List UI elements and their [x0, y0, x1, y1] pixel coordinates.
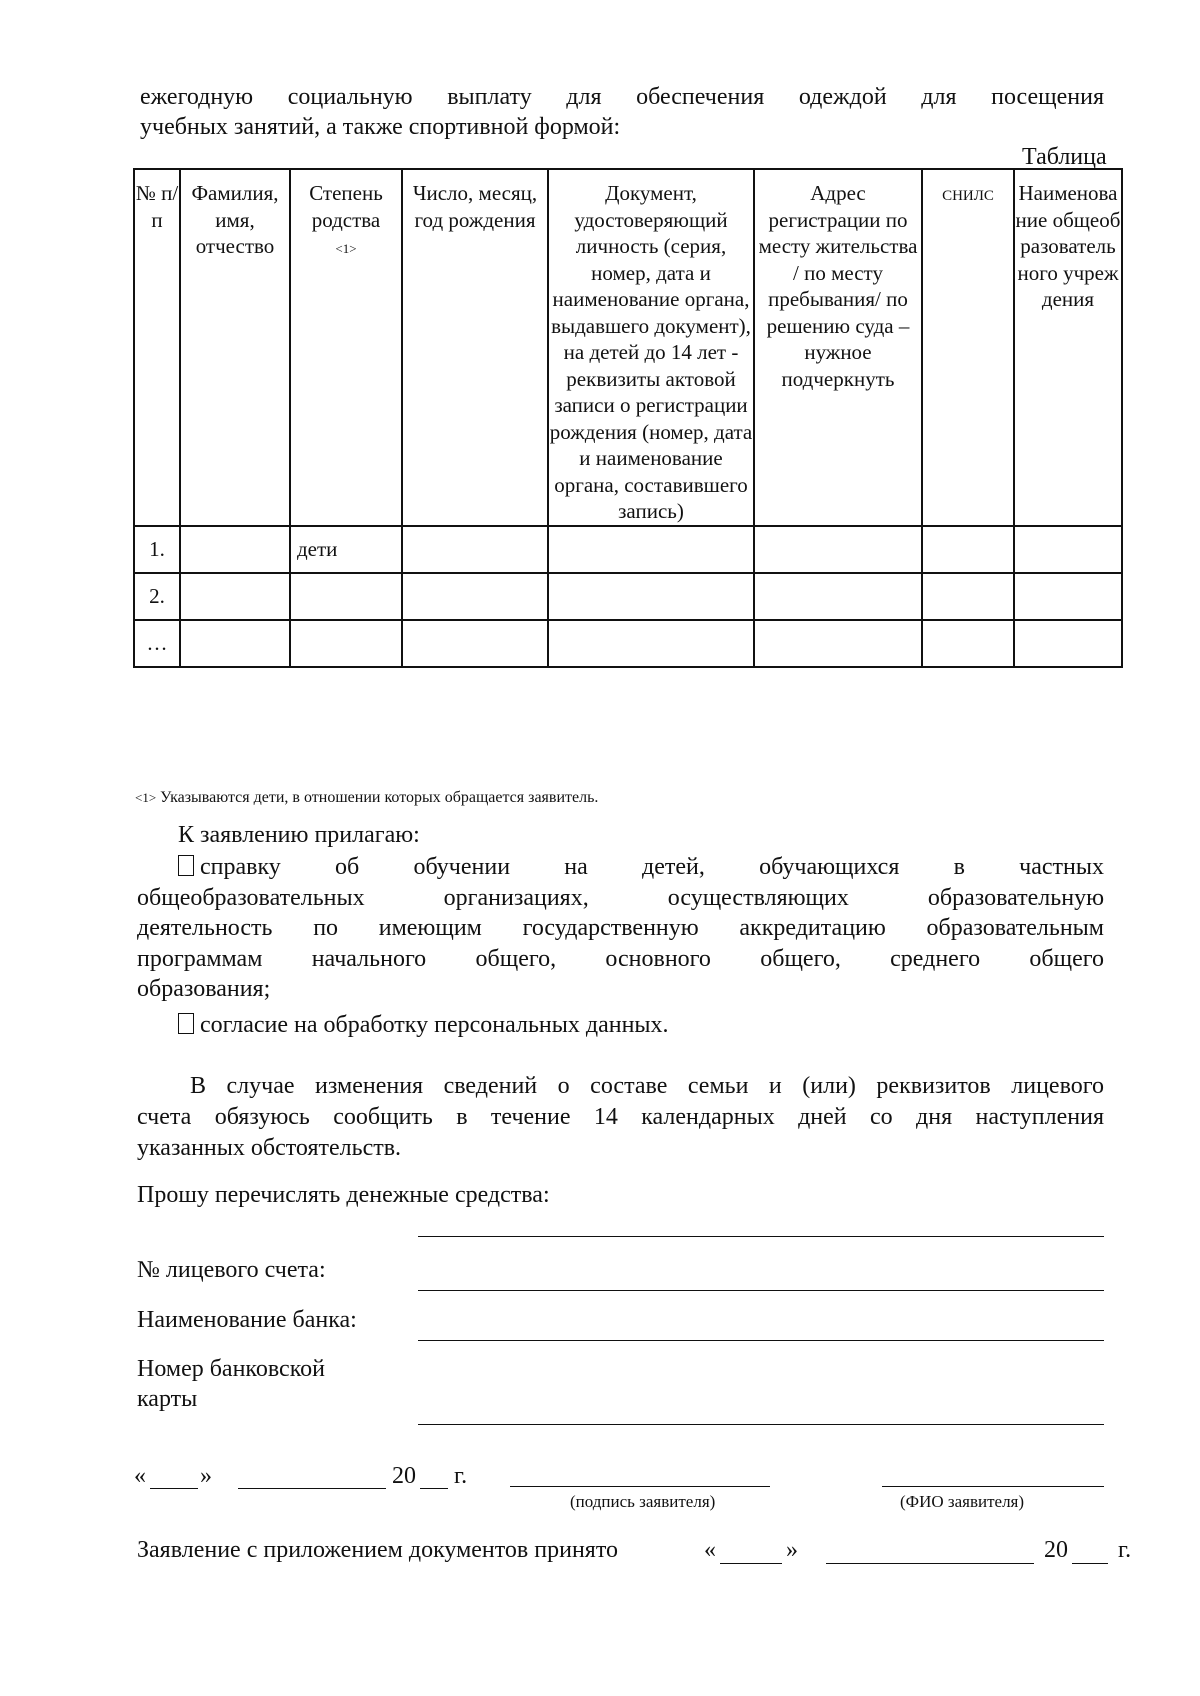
row-num: …	[134, 620, 180, 667]
footnote-ref: <1>	[335, 241, 357, 256]
intro-line-1: ежегодную социальную выплату для обеспечения одеждой для посещения	[140, 84, 1104, 110]
date-year-suffix: г.	[454, 1463, 468, 1489]
checkbox[interactable]	[178, 1013, 194, 1034]
header-id-document-text: Документ, удостоверяющий личность (серия, номер, дата и наименование органа, выдавшего документ), на детей до 14 лет - реквизиты актовой записи о регистрации рождения (номер, дата и наименование органа, составившего запись)	[549, 181, 753, 523]
table-header-row	[134, 169, 1122, 526]
header-school-text: Наименование общеобразовательного учреждения	[1015, 181, 1121, 311]
bank-input-line[interactable]	[418, 1340, 1104, 1341]
header-birthdate	[402, 169, 548, 526]
fio-cell[interactable]	[180, 526, 290, 573]
accepted-quote-close: »	[786, 1537, 798, 1563]
table-caption: Таблица	[1022, 144, 1107, 170]
header-kinship	[290, 169, 402, 526]
address-cell[interactable]	[754, 526, 922, 573]
header-id-document	[548, 169, 754, 526]
table-row	[134, 620, 1122, 667]
attach-item-2	[178, 1010, 669, 1040]
card-label-line-2: карты	[137, 1386, 198, 1412]
snils-cell[interactable]	[922, 620, 1014, 667]
date-quote-open: «	[134, 1463, 146, 1489]
snils-cell[interactable]	[922, 573, 1014, 620]
header-address-text: Адрес регистрации по месту жительства / по месту пребывания/ по решению суда – нужное подчеркнуть	[758, 181, 918, 391]
date-day-line[interactable]	[150, 1488, 198, 1489]
header-birthdate-text: Число, месяц, год рождения	[412, 181, 538, 232]
header-address	[754, 169, 922, 526]
accepted-month-line[interactable]	[826, 1563, 1034, 1564]
row-num: 1.	[134, 526, 180, 573]
obligation-line-3: указанных обстоятельств.	[137, 1135, 402, 1161]
obligation-line-2: счета обязуюсь сообщить в течение 14 календарных дней со дня наступления	[137, 1104, 1104, 1130]
transfer-title: Прошу перечислять денежные средства:	[137, 1182, 550, 1208]
accepted-text: Заявление с приложением документов принято	[137, 1537, 619, 1563]
obligation-line-1: В случае изменения сведений о составе семьи и (или) реквизитов лицевого	[190, 1073, 1104, 1099]
header-num	[134, 169, 180, 526]
account-line-top	[418, 1236, 1104, 1237]
intro-line-2: учебных занятий, а также спортивной формой:	[140, 114, 621, 140]
attach-item-1-text: справку об обучении на детей, обучающихся в частных	[200, 854, 1104, 880]
account-label: № лицевого счета:	[137, 1257, 326, 1283]
accepted-year-line[interactable]	[1072, 1563, 1108, 1564]
signature-caption: (подпись заявителя)	[570, 1492, 716, 1511]
accepted-year-prefix: 20	[1044, 1537, 1068, 1563]
school-cell[interactable]	[1014, 526, 1122, 573]
header-kinship-text: Степень родства	[309, 181, 383, 232]
date-month-line[interactable]	[238, 1488, 386, 1489]
id-document-cell[interactable]	[548, 620, 754, 667]
header-school	[1014, 169, 1122, 526]
birthdate-cell[interactable]	[402, 573, 548, 620]
fio-line[interactable]	[882, 1486, 1104, 1487]
header-snils	[922, 169, 1014, 526]
accepted-day-line[interactable]	[720, 1563, 782, 1564]
attach-item-2-text: согласие на обработку персональных данных.	[200, 1012, 669, 1038]
birthdate-cell[interactable]	[402, 620, 548, 667]
attach-item-1-line-5: образования;	[137, 976, 271, 1002]
kinship-cell[interactable]	[290, 573, 402, 620]
table-row	[134, 573, 1122, 620]
footnote	[135, 789, 598, 807]
date-year-prefix: 20	[392, 1463, 416, 1489]
id-document-cell[interactable]	[548, 573, 754, 620]
signature-line[interactable]	[510, 1486, 770, 1487]
kinship-cell[interactable]: дети	[290, 526, 402, 573]
id-document-cell[interactable]	[548, 526, 754, 573]
attach-item-1-line-2: общеобразовательных организациях, осуществляющих образовательную	[137, 885, 1104, 911]
date-quote-close: »	[200, 1463, 212, 1489]
attach-item-1-line-3: деятельность по имеющим государственную аккредитацию образовательным	[137, 915, 1104, 941]
address-cell[interactable]	[754, 620, 922, 667]
children-table	[133, 168, 1123, 668]
fio-cell[interactable]	[180, 573, 290, 620]
checkbox[interactable]	[178, 855, 194, 876]
table-row	[134, 526, 1122, 573]
address-cell[interactable]	[754, 573, 922, 620]
snils-cell[interactable]	[922, 526, 1014, 573]
header-fio	[180, 169, 290, 526]
date-year-line[interactable]	[420, 1488, 448, 1489]
school-cell[interactable]	[1014, 573, 1122, 620]
accepted-quote-open: «	[704, 1537, 716, 1563]
account-input-line[interactable]	[418, 1290, 1104, 1291]
fio-caption: (ФИО заявителя)	[900, 1492, 1025, 1511]
footnote-marker: <1>	[135, 790, 157, 805]
kinship-cell[interactable]	[290, 620, 402, 667]
card-label-line-1: Номер банковской	[137, 1356, 325, 1382]
header-fio-text: Фамилия, имя, отчество	[191, 181, 279, 258]
row-num: 2.	[134, 573, 180, 620]
card-input-line[interactable]	[418, 1424, 1104, 1425]
attach-title: К заявлению прилагаю:	[178, 822, 420, 848]
bank-label: Наименование банка:	[137, 1307, 357, 1333]
header-num-text: № п/п	[135, 181, 179, 232]
header-snils-text: СНИЛС	[942, 188, 994, 204]
accepted-year-suffix: г.	[1118, 1537, 1132, 1563]
school-cell[interactable]	[1014, 620, 1122, 667]
footnote-text: Указываются дети, в отношении которых обращается заявитель.	[160, 789, 599, 806]
attach-item-1-first-line	[178, 852, 1104, 882]
attach-item-1-line-4: программам начального общего, основного общего, среднего общего	[137, 946, 1104, 972]
fio-cell[interactable]	[180, 620, 290, 667]
birthdate-cell[interactable]	[402, 526, 548, 573]
